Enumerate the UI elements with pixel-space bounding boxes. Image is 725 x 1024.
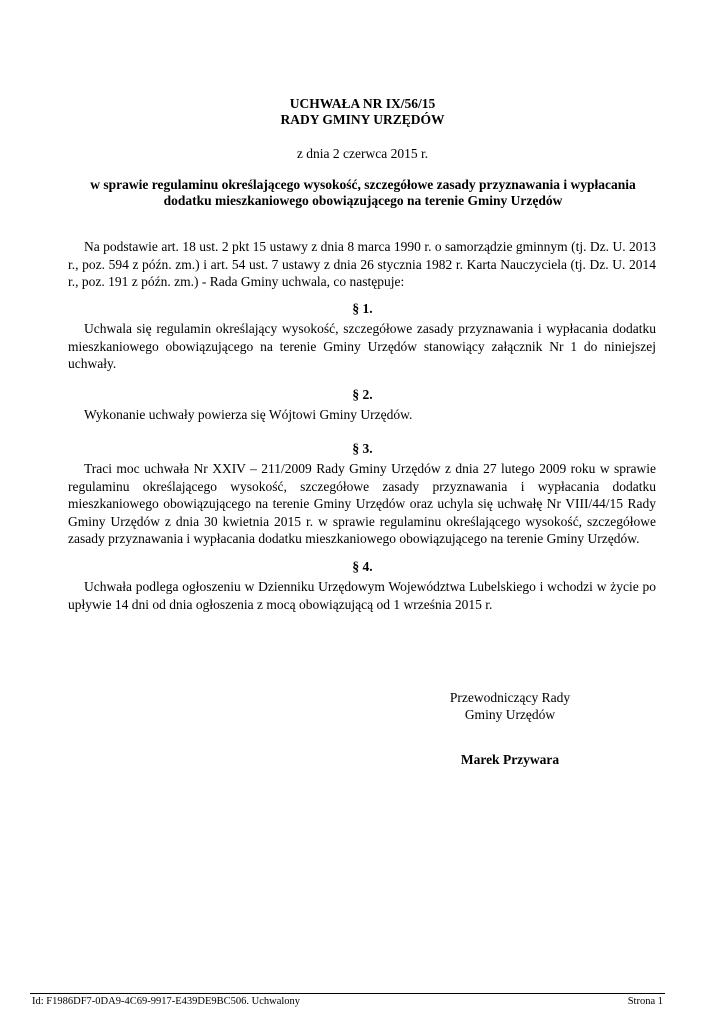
signer-name: Marek Przywara <box>460 752 560 767</box>
section-2-text: Wykonanie uchwały powierza się Wójtowi Gminy Urzędów. <box>84 407 413 422</box>
section-1-heading: § 1. <box>352 301 373 316</box>
resolution-title <box>60 96 665 128</box>
signature-role-line2: Gminy Urzędów <box>464 707 556 722</box>
footer-divider <box>30 993 665 994</box>
section-1-text: Uchwala się regulamin określający wysokość, szczegółowe zasady przyznawania i wypłacania dodatku mieszkaniowego obowiązującego na terenie Gminy Urzędów stanowiący załącznik Nr 1 do niniejszej uchwały. <box>68 321 656 371</box>
section-3-heading: § 3. <box>352 441 373 456</box>
title-number: UCHWAŁA NR IX/56/15 <box>289 96 436 111</box>
signature-role-line1: Przewodniczący Rady <box>449 690 571 705</box>
section-4-text: Uchwała podlega ogłoszeniu w Dzienniku Urzędowym Województwa Lubelskiego i wchodzi w życie po upływie 14 dni od dnia ogłoszenia z mocą obowiązującą od 1 września 2015 r. <box>68 579 656 612</box>
signature-block <box>430 689 590 723</box>
section-2-heading: § 2. <box>352 387 373 402</box>
resolution-subject: w sprawie regulaminu określającego wysokość, szczegółowe zasady przyznawania i wypłacania dodatku mieszkaniowego obowiązującego na terenie Gminy Urzędów <box>90 177 636 208</box>
document-id: Id: F1986DF7-0DA9-4C69-9917-E439DE9BC506. Uchwalony <box>32 996 301 1007</box>
section-3-text: Traci moc uchwała Nr XXIV – 211/2009 Rady Gminy Urzędów z dnia 27 lutego 2009 roku w sprawie regulaminu określającego wysokość, szczegółowe zasady przyznawania i wypłacania dodatku mieszkaniowego obowiązującego na terenie Gminy Urzędów oraz uchyla się uchwałę Nr VIII/44/15 Rady Gminy Urzędów z dnia 30 kwietnia 2015 r. w sprawie regulaminu określającego wysokość, szczegółowe zasady przyznawania i wypłacania dodatku mieszkaniowego obowiązującego na terenie Gminy Urzędów. <box>68 461 656 546</box>
resolution-date: z dnia 2 czerwca 2015 r. <box>296 146 429 161</box>
title-council: RADY GMINY URZĘDÓW <box>280 112 445 127</box>
page-number: Strona 1 <box>627 996 663 1007</box>
section-4-heading: § 4. <box>352 559 373 574</box>
preamble-paragraph: Na podstawie art. 18 ust. 2 pkt 15 ustawy z dnia 8 marca 1990 r. o samorządzie gminnym (tj. Dz. U. 2013 r., poz. 594 z późn. zm.) i art. 54 ust. 7 ustawy z dnia 26 stycznia 1982 r. Karta Nauczyciela (tj. Dz. U. 2014 r., poz. 191 z późn. zm.) - Rada Gminy uchwala, co następuje: <box>68 239 656 289</box>
